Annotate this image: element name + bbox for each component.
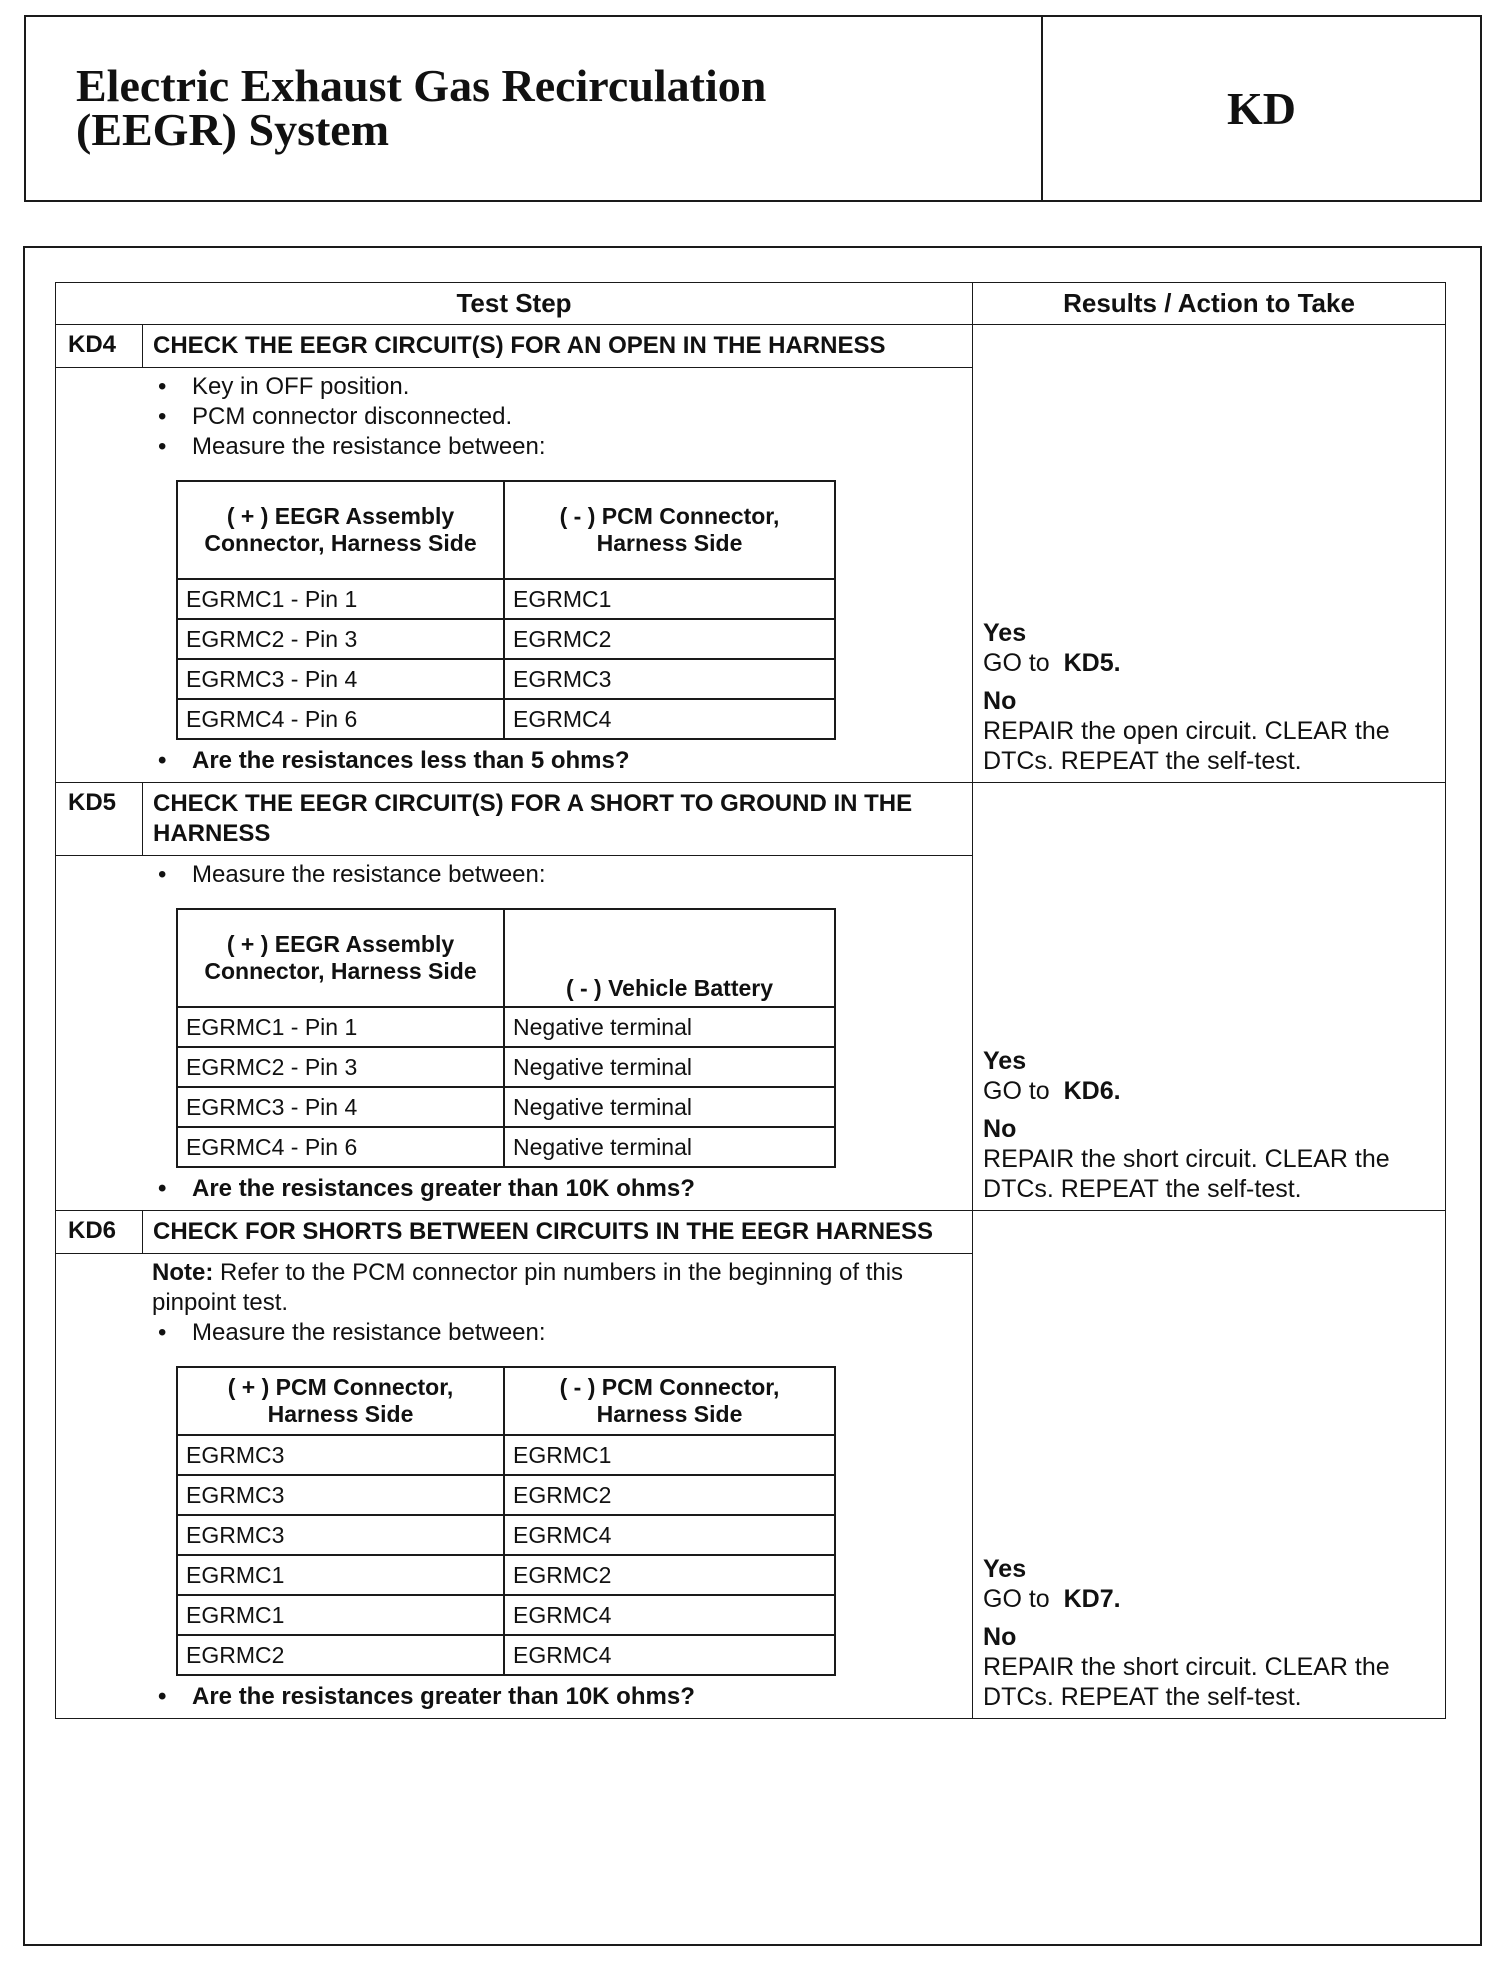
table-cell: EGRMC3 <box>177 1435 504 1475</box>
measurement-table <box>176 480 836 740</box>
step-kd6-title-row <box>56 1211 1446 1254</box>
table-row <box>177 1047 835 1087</box>
table-header-row <box>56 283 1446 325</box>
yes-action: GO to KD7. <box>983 1585 1121 1613</box>
yes-label: Yes <box>983 1047 1027 1075</box>
yes-action: GO to KD6. <box>983 1077 1121 1105</box>
test-question: • Are the resistances greater than 10K ohms? <box>152 1682 962 1712</box>
table-cell: EGRMC3 <box>177 1475 504 1515</box>
table-cell: Negative terminal <box>504 1127 835 1167</box>
table-cell: EGRMC4 <box>504 1515 835 1555</box>
table-cell: EGRMC1 <box>504 579 835 619</box>
table-row <box>177 1435 835 1475</box>
table-cell: EGRMC2 - Pin 3 <box>177 1047 504 1087</box>
bullet-item: • Key in OFF position. <box>152 372 962 402</box>
title-line-2: (EEGR) System <box>76 104 390 155</box>
table-row <box>177 659 835 699</box>
table-cell: EGRMC3 <box>504 659 835 699</box>
table-cell: EGRMC2 <box>504 1475 835 1515</box>
col-header-test-step: Test Step <box>56 283 973 325</box>
title-line-1: Electric Exhaust Gas Recirculation <box>76 60 767 111</box>
table-cell: Negative terminal <box>504 1047 835 1087</box>
measurement-header: ( + ) PCM Connector, Harness Side <box>177 1367 504 1435</box>
yes-action: GO to KD5. <box>983 649 1121 677</box>
table-cell: EGRMC3 - Pin 4 <box>177 659 504 699</box>
table-cell: EGRMC1 - Pin 1 <box>177 579 504 619</box>
table-cell: EGRMC3 <box>177 1515 504 1555</box>
table-cell: EGRMC1 <box>177 1555 504 1595</box>
page-title <box>26 17 1043 200</box>
table-cell: EGRMC1 - Pin 1 <box>177 1007 504 1047</box>
measurement-header-row <box>177 481 835 579</box>
table-cell: EGRMC4 - Pin 6 <box>177 699 504 739</box>
measurement-header: ( - ) PCM Connector, Harness Side <box>504 1367 835 1435</box>
measurement-header: ( + ) EEGR Assembly Connector, Harness Side <box>177 909 504 1007</box>
table-cell: EGRMC1 <box>504 1435 835 1475</box>
measurement-header: ( - ) PCM Connector, Harness Side <box>504 481 835 579</box>
step-kd5-body <box>56 856 973 1211</box>
measurement-header: ( - ) Vehicle Battery <box>504 909 835 1007</box>
table-row <box>177 1595 835 1635</box>
step-id: KD5 <box>56 783 143 856</box>
table-row <box>177 1635 835 1675</box>
note-text <box>152 1258 962 1318</box>
step-kd6-body <box>56 1254 973 1719</box>
table-row <box>177 699 835 739</box>
step-title: CHECK FOR SHORTS BETWEEN CIRCUITS IN THE EEGR HARNESS <box>143 1211 973 1254</box>
table-cell: EGRMC1 <box>177 1595 504 1635</box>
table-cell: EGRMC2 <box>177 1635 504 1675</box>
no-label: No <box>983 687 1017 715</box>
table-row <box>177 1555 835 1595</box>
step-kd4-title-row <box>56 325 1446 368</box>
bullet-item: • PCM connector disconnected. <box>152 402 962 432</box>
table-row <box>177 579 835 619</box>
bullet-item: • Measure the resistance between: <box>152 1318 962 1348</box>
test-question: • Are the resistances less than 5 ohms? <box>152 746 962 776</box>
step-title: CHECK THE EEGR CIRCUIT(S) FOR AN OPEN IN THE HARNESS <box>143 325 973 368</box>
measurement-table <box>176 908 836 1168</box>
table-row <box>177 1007 835 1047</box>
table-row <box>177 1515 835 1555</box>
table-cell: EGRMC2 - Pin 3 <box>177 619 504 659</box>
step-kd4-body <box>56 368 973 783</box>
table-cell: EGRMC4 <box>504 699 835 739</box>
step-kd4-results <box>973 325 1446 783</box>
note-body: Refer to the PCM connector pin numbers in the beginning of this pinpoint test. <box>152 1259 904 1316</box>
measurement-table <box>176 1366 836 1676</box>
table-cell: Negative terminal <box>504 1087 835 1127</box>
goto-step-link: KD6. <box>1063 1077 1121 1105</box>
measurement-header: ( + ) EEGR Assembly Connector, Harness Side <box>177 481 504 579</box>
no-action: REPAIR the open circuit. CLEAR the DTCs. REPEAT the self-test. <box>983 717 1390 775</box>
step-kd5-results <box>973 783 1446 1211</box>
step-kd5-title-row <box>56 783 1446 856</box>
table-cell: EGRMC2 <box>504 1555 835 1595</box>
page-header <box>24 15 1482 202</box>
goto-step-link: KD7. <box>1063 1585 1121 1613</box>
section-code: KD <box>1227 83 1296 134</box>
table-cell: EGRMC4 <box>504 1635 835 1675</box>
measurement-header-row <box>177 1367 835 1435</box>
no-label: No <box>983 1623 1017 1651</box>
no-action: REPAIR the short circuit. CLEAR the DTCs. REPEAT the self-test. <box>983 1145 1390 1203</box>
bullet-item: • Measure the resistance between: <box>152 860 962 890</box>
measurement-header-row <box>177 909 835 1007</box>
table-cell: EGRMC4 - Pin 6 <box>177 1127 504 1167</box>
bullet-item: • Measure the resistance between: <box>152 432 962 462</box>
step-id: KD6 <box>56 1211 143 1254</box>
note-label: Note: <box>152 1259 214 1286</box>
table-row <box>177 619 835 659</box>
pinpoint-test-table <box>55 282 1446 1719</box>
yes-label: Yes <box>983 619 1027 647</box>
yes-label: Yes <box>983 1555 1027 1583</box>
step-id: KD4 <box>56 325 143 368</box>
table-cell: EGRMC4 <box>504 1595 835 1635</box>
test-question: • Are the resistances greater than 10K ohms? <box>152 1174 962 1204</box>
goto-step-link: KD5. <box>1063 649 1121 677</box>
step-title: CHECK THE EEGR CIRCUIT(S) FOR A SHORT TO GROUND IN THE HARNESS <box>143 783 973 856</box>
table-row <box>177 1127 835 1167</box>
table-row <box>177 1475 835 1515</box>
col-header-results: Results / Action to Take <box>973 283 1446 325</box>
table-row <box>177 1087 835 1127</box>
no-action: REPAIR the short circuit. CLEAR the DTCs. REPEAT the self-test. <box>983 1653 1390 1711</box>
table-cell: Negative terminal <box>504 1007 835 1047</box>
table-cell: EGRMC2 <box>504 619 835 659</box>
no-label: No <box>983 1115 1017 1143</box>
table-cell: EGRMC3 - Pin 4 <box>177 1087 504 1127</box>
step-kd6-results <box>973 1211 1446 1719</box>
